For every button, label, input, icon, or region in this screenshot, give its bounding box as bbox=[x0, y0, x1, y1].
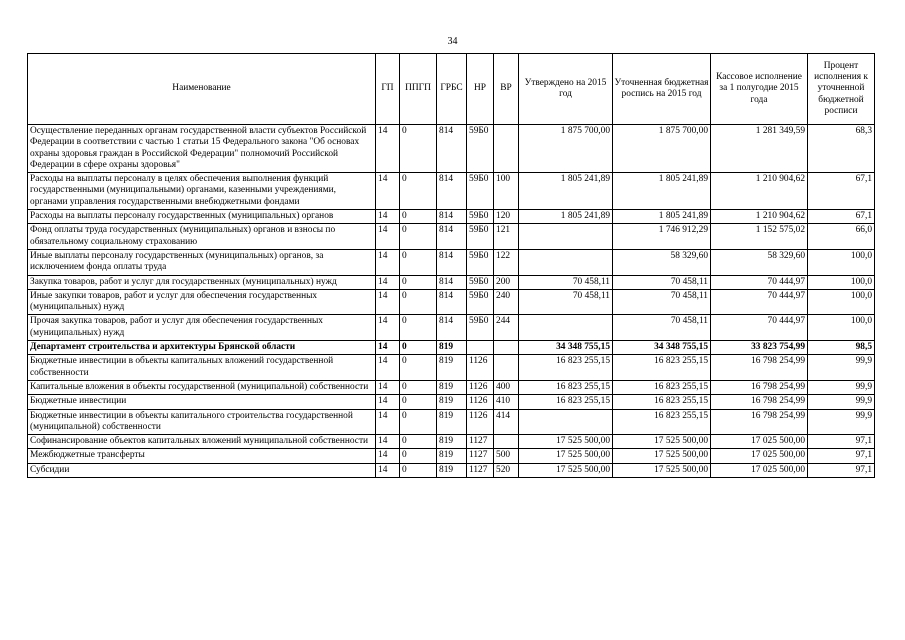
table-row bbox=[28, 210, 875, 224]
cell-name: Прочая закупка товаров, работ и услуг для обеспечения государственных (муниципальных) нужд bbox=[28, 315, 376, 341]
cell-gp: 14 bbox=[376, 173, 400, 210]
cell-cash: 1 281 349,59 bbox=[711, 125, 808, 173]
cell-nr: 59Б0 bbox=[467, 249, 494, 275]
cell-approved: 17 525 500,00 bbox=[519, 435, 613, 449]
cell-approved: 1 805 241,89 bbox=[519, 210, 613, 224]
cell-grbs: 814 bbox=[437, 125, 467, 173]
table-row bbox=[28, 380, 875, 394]
cell-cash: 17 025 500,00 bbox=[711, 463, 808, 477]
table-row bbox=[28, 125, 875, 173]
cell-grbs: 814 bbox=[437, 315, 467, 341]
cell-percent: 99,9 bbox=[808, 355, 875, 381]
table-row bbox=[28, 315, 875, 341]
cell-nr bbox=[467, 341, 494, 355]
cell-vr bbox=[494, 125, 519, 173]
header-gp: ГП bbox=[376, 54, 400, 125]
header-nr: НР bbox=[467, 54, 494, 125]
cell-name: Закупка товаров, работ и услуг для государственных (муниципальных) нужд bbox=[28, 275, 376, 289]
cell-nr: 59Б0 bbox=[467, 289, 494, 315]
cell-approved: 70 458,11 bbox=[519, 275, 613, 289]
cell-nr: 59Б0 bbox=[467, 275, 494, 289]
cell-approved: 16 823 255,15 bbox=[519, 380, 613, 394]
cell-approved bbox=[519, 224, 613, 250]
cell-cash: 17 025 500,00 bbox=[711, 435, 808, 449]
table-row bbox=[28, 395, 875, 409]
table-row bbox=[28, 275, 875, 289]
cell-vr: 100 bbox=[494, 173, 519, 210]
header-vr: ВР bbox=[494, 54, 519, 125]
cell-refined: 1 875 700,00 bbox=[613, 125, 711, 173]
cell-refined: 70 458,11 bbox=[613, 289, 711, 315]
cell-refined: 16 823 255,15 bbox=[613, 380, 711, 394]
cell-cash: 16 798 254,99 bbox=[711, 409, 808, 435]
cell-cash: 1 210 904,62 bbox=[711, 210, 808, 224]
cell-approved: 16 823 255,15 bbox=[519, 355, 613, 381]
cell-vr bbox=[494, 355, 519, 381]
cell-name: Осуществление переданных органам государственной власти субъектов Российской Федерации в соответствии с частью 1 статьи 15 Федерального закона "Об основах охраны здоровья граждан в Российской Федерации" полномочий Российской Федерации в сфере охраны здоровья" bbox=[28, 125, 376, 173]
cell-refined: 17 525 500,00 bbox=[613, 463, 711, 477]
cell-percent: 100,0 bbox=[808, 289, 875, 315]
cell-gp: 14 bbox=[376, 463, 400, 477]
header-ppgp: ППГП bbox=[400, 54, 437, 125]
cell-name: Бюджетные инвестиции в объекты капитального строительства государственной (муниципальной) собственности bbox=[28, 409, 376, 435]
cell-percent: 99,9 bbox=[808, 409, 875, 435]
cell-gp: 14 bbox=[376, 380, 400, 394]
cell-gp: 14 bbox=[376, 275, 400, 289]
cell-approved bbox=[519, 249, 613, 275]
cell-name: Иные выплаты персоналу государственных (муниципальных) органов, за исключением фонда оплаты труда bbox=[28, 249, 376, 275]
cell-name: Капитальные вложения в объекты государственной (муниципальной) собственности bbox=[28, 380, 376, 394]
cell-name: Софинансирование объектов капитальных вложений муниципальной собственности bbox=[28, 435, 376, 449]
cell-grbs: 814 bbox=[437, 289, 467, 315]
cell-ppgp: 0 bbox=[400, 341, 437, 355]
cell-grbs: 814 bbox=[437, 210, 467, 224]
cell-nr: 1127 bbox=[467, 435, 494, 449]
cell-ppgp: 0 bbox=[400, 210, 437, 224]
cell-vr: 400 bbox=[494, 380, 519, 394]
table-header-row bbox=[28, 54, 875, 125]
table-row bbox=[28, 249, 875, 275]
cell-vr: 121 bbox=[494, 224, 519, 250]
table-row bbox=[28, 435, 875, 449]
cell-grbs: 819 bbox=[437, 380, 467, 394]
cell-grbs: 819 bbox=[437, 449, 467, 463]
cell-gp: 14 bbox=[376, 125, 400, 173]
cell-grbs: 819 bbox=[437, 463, 467, 477]
cell-vr bbox=[494, 435, 519, 449]
cell-grbs: 819 bbox=[437, 409, 467, 435]
header-grbs: ГРБС bbox=[437, 54, 467, 125]
header-approved: Утверждено на 2015 год bbox=[519, 54, 613, 125]
cell-nr: 1126 bbox=[467, 395, 494, 409]
cell-name: Субсидии bbox=[28, 463, 376, 477]
cell-nr: 59Б0 bbox=[467, 173, 494, 210]
cell-vr: 122 bbox=[494, 249, 519, 275]
cell-ppgp: 0 bbox=[400, 449, 437, 463]
cell-percent: 100,0 bbox=[808, 249, 875, 275]
cell-nr: 59Б0 bbox=[467, 315, 494, 341]
cell-ppgp: 0 bbox=[400, 173, 437, 210]
cell-refined: 70 458,11 bbox=[613, 315, 711, 341]
cell-percent: 100,0 bbox=[808, 315, 875, 341]
cell-refined: 1 805 241,89 bbox=[613, 210, 711, 224]
cell-grbs: 819 bbox=[437, 341, 467, 355]
cell-name: Бюджетные инвестиции в объекты капитальных вложений государственной собственности bbox=[28, 355, 376, 381]
cell-approved bbox=[519, 315, 613, 341]
cell-cash: 1 152 575,02 bbox=[711, 224, 808, 250]
cell-nr: 59Б0 bbox=[467, 125, 494, 173]
cell-refined: 16 823 255,15 bbox=[613, 395, 711, 409]
table-row bbox=[28, 341, 875, 355]
cell-cash: 16 798 254,99 bbox=[711, 380, 808, 394]
cell-vr: 520 bbox=[494, 463, 519, 477]
cell-gp: 14 bbox=[376, 210, 400, 224]
cell-percent: 97,1 bbox=[808, 435, 875, 449]
cell-gp: 14 bbox=[376, 224, 400, 250]
cell-grbs: 814 bbox=[437, 173, 467, 210]
cell-gp: 14 bbox=[376, 289, 400, 315]
cell-cash: 70 444,97 bbox=[711, 315, 808, 341]
cell-vr bbox=[494, 341, 519, 355]
cell-grbs: 819 bbox=[437, 395, 467, 409]
table-row bbox=[28, 463, 875, 477]
cell-ppgp: 0 bbox=[400, 355, 437, 381]
table-row bbox=[28, 224, 875, 250]
cell-name: Фонд оплаты труда государственных (муниципальных) органов и взносы по обязательному социальному страхованию bbox=[28, 224, 376, 250]
cell-approved: 1 805 241,89 bbox=[519, 173, 613, 210]
cell-ppgp: 0 bbox=[400, 435, 437, 449]
cell-approved: 34 348 755,15 bbox=[519, 341, 613, 355]
cell-name: Расходы на выплаты персоналу государственных (муниципальных) органов bbox=[28, 210, 376, 224]
cell-approved: 70 458,11 bbox=[519, 289, 613, 315]
cell-nr: 1126 bbox=[467, 380, 494, 394]
table-row bbox=[28, 173, 875, 210]
cell-refined: 34 348 755,15 bbox=[613, 341, 711, 355]
cell-vr: 500 bbox=[494, 449, 519, 463]
cell-approved: 17 525 500,00 bbox=[519, 449, 613, 463]
cell-percent: 67,1 bbox=[808, 173, 875, 210]
cell-vr: 120 bbox=[494, 210, 519, 224]
cell-cash: 16 798 254,99 bbox=[711, 355, 808, 381]
cell-nr: 1126 bbox=[467, 355, 494, 381]
cell-ppgp: 0 bbox=[400, 315, 437, 341]
cell-gp: 14 bbox=[376, 249, 400, 275]
header-name: Наименование bbox=[28, 54, 376, 125]
cell-gp: 14 bbox=[376, 409, 400, 435]
header-percent: Процент исполнения к уточненной бюджетной росписи bbox=[808, 54, 875, 125]
cell-cash: 1 210 904,62 bbox=[711, 173, 808, 210]
cell-name: Бюджетные инвестиции bbox=[28, 395, 376, 409]
cell-refined: 17 525 500,00 bbox=[613, 449, 711, 463]
cell-approved: 1 875 700,00 bbox=[519, 125, 613, 173]
cell-refined: 1 805 241,89 bbox=[613, 173, 711, 210]
cell-cash: 33 823 754,99 bbox=[711, 341, 808, 355]
cell-gp: 14 bbox=[376, 395, 400, 409]
cell-grbs: 814 bbox=[437, 249, 467, 275]
cell-cash: 17 025 500,00 bbox=[711, 449, 808, 463]
cell-percent: 99,9 bbox=[808, 380, 875, 394]
cell-refined: 70 458,11 bbox=[613, 275, 711, 289]
cell-grbs: 814 bbox=[437, 224, 467, 250]
cell-approved: 16 823 255,15 bbox=[519, 395, 613, 409]
cell-gp: 14 bbox=[376, 449, 400, 463]
table-row bbox=[28, 409, 875, 435]
cell-percent: 97,1 bbox=[808, 449, 875, 463]
cell-refined: 16 823 255,15 bbox=[613, 355, 711, 381]
cell-gp: 14 bbox=[376, 435, 400, 449]
cell-gp: 14 bbox=[376, 355, 400, 381]
cell-ppgp: 0 bbox=[400, 380, 437, 394]
cell-approved: 17 525 500,00 bbox=[519, 463, 613, 477]
cell-gp: 14 bbox=[376, 341, 400, 355]
cell-grbs: 814 bbox=[437, 275, 467, 289]
cell-approved bbox=[519, 409, 613, 435]
cell-percent: 66,0 bbox=[808, 224, 875, 250]
cell-refined: 1 746 912,29 bbox=[613, 224, 711, 250]
cell-cash: 70 444,97 bbox=[711, 275, 808, 289]
table-row bbox=[28, 355, 875, 381]
cell-nr: 1127 bbox=[467, 449, 494, 463]
cell-ppgp: 0 bbox=[400, 125, 437, 173]
cell-ppgp: 0 bbox=[400, 224, 437, 250]
cell-ppgp: 0 bbox=[400, 249, 437, 275]
cell-vr: 410 bbox=[494, 395, 519, 409]
cell-vr: 240 bbox=[494, 289, 519, 315]
cell-name: Расходы на выплаты персоналу в целях обеспечения выполнения функций государственными (муниципальными) органами, казенными учреждениями, органами управления государственными внебюджетными фондами bbox=[28, 173, 376, 210]
cell-ppgp: 0 bbox=[400, 395, 437, 409]
cell-refined: 16 823 255,15 bbox=[613, 409, 711, 435]
cell-nr: 1126 bbox=[467, 409, 494, 435]
cell-name: Межбюджетные трансферты bbox=[28, 449, 376, 463]
cell-cash: 58 329,60 bbox=[711, 249, 808, 275]
table-row bbox=[28, 289, 875, 315]
cell-percent: 100,0 bbox=[808, 275, 875, 289]
cell-percent: 98,5 bbox=[808, 341, 875, 355]
budget-table bbox=[27, 53, 875, 478]
cell-vr: 414 bbox=[494, 409, 519, 435]
cell-refined: 58 329,60 bbox=[613, 249, 711, 275]
cell-ppgp: 0 bbox=[400, 275, 437, 289]
cell-nr: 59Б0 bbox=[467, 224, 494, 250]
cell-vr: 200 bbox=[494, 275, 519, 289]
cell-gp: 14 bbox=[376, 315, 400, 341]
cell-name: Департамент строительства и архитектуры Брянской области bbox=[28, 341, 376, 355]
page-number: 34 bbox=[447, 36, 458, 47]
cell-cash: 70 444,97 bbox=[711, 289, 808, 315]
cell-percent: 67,1 bbox=[808, 210, 875, 224]
cell-percent: 68,3 bbox=[808, 125, 875, 173]
header-cash: Кассовое исполнение за 1 полугодие 2015 года bbox=[711, 54, 808, 125]
cell-grbs: 819 bbox=[437, 435, 467, 449]
cell-nr: 1127 bbox=[467, 463, 494, 477]
cell-grbs: 819 bbox=[437, 355, 467, 381]
cell-cash: 16 798 254,99 bbox=[711, 395, 808, 409]
cell-percent: 97,1 bbox=[808, 463, 875, 477]
header-refined: Уточненная бюджетная роспись на 2015 год bbox=[613, 54, 711, 125]
cell-percent: 99,9 bbox=[808, 395, 875, 409]
cell-ppgp: 0 bbox=[400, 289, 437, 315]
cell-ppgp: 0 bbox=[400, 463, 437, 477]
table-row bbox=[28, 449, 875, 463]
cell-name: Иные закупки товаров, работ и услуг для обеспечения государственных (муниципальных) нужд bbox=[28, 289, 376, 315]
cell-refined: 17 525 500,00 bbox=[613, 435, 711, 449]
cell-vr: 244 bbox=[494, 315, 519, 341]
cell-ppgp: 0 bbox=[400, 409, 437, 435]
cell-nr: 59Б0 bbox=[467, 210, 494, 224]
